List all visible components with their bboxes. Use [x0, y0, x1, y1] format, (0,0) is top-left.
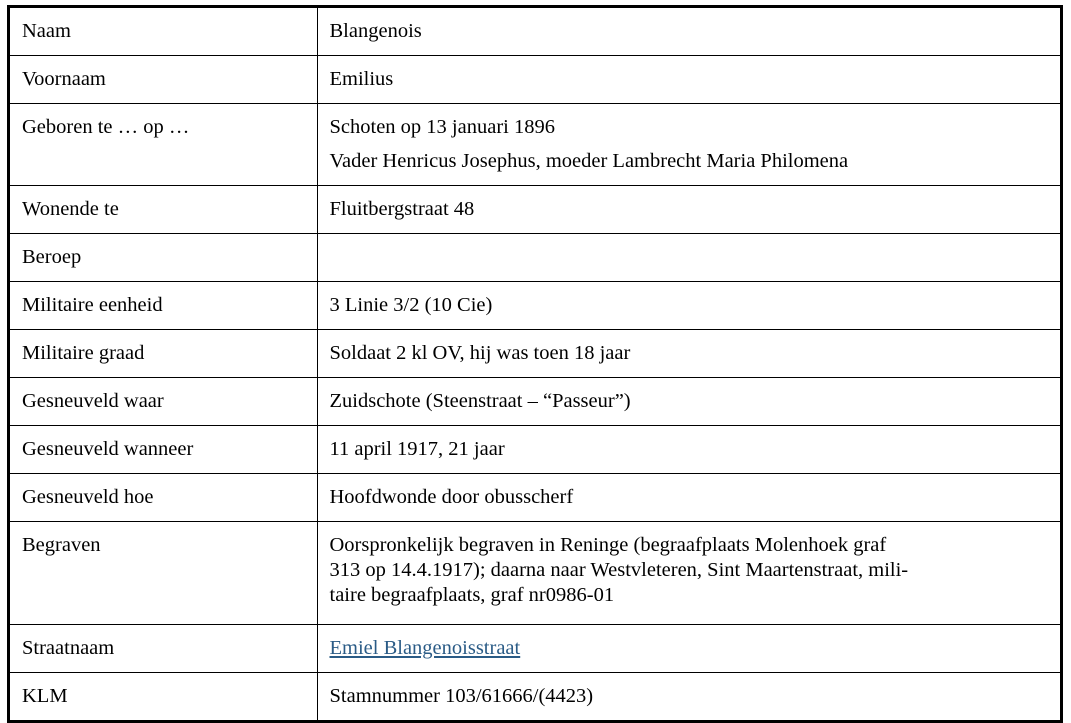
row-wanneer: [10, 426, 1060, 474]
soldier-record-table: [10, 8, 1060, 720]
value-geboren-place-date: Schoten op 13 januari 1896: [329, 116, 555, 138]
label-klm: KLM: [10, 673, 317, 721]
label-wonende: Wonende te: [10, 186, 317, 234]
label-naam: Naam: [10, 8, 317, 56]
value-graad: Soldaat 2 kl OV, hij was toen 18 jaar: [317, 330, 1060, 378]
label-begraven: Begraven: [10, 522, 317, 625]
value-eenheid: 3 Linie 3/2 (10 Cie): [317, 282, 1060, 330]
value-begraven-line-3: taire begraafplaats, graf nr0986-01: [329, 584, 615, 606]
row-voornaam: [10, 56, 1060, 104]
label-voornaam: Voornaam: [10, 56, 317, 104]
street-name-link[interactable]: Emiel Blangenoisstraat: [329, 637, 521, 659]
label-hoe: Gesneuveld hoe: [10, 474, 317, 522]
value-wanneer: 11 april 1917, 21 jaar: [317, 426, 1060, 474]
value-hoe: Hoofdwonde door obusscherf: [317, 474, 1060, 522]
row-beroep: [10, 234, 1060, 282]
value-beroep: [317, 234, 1060, 282]
row-graad: [10, 330, 1060, 378]
row-klm: [10, 673, 1060, 721]
row-straatnaam: [10, 625, 1060, 673]
label-wanneer: Gesneuveld wanneer: [10, 426, 317, 474]
label-waar: Gesneuveld waar: [10, 378, 317, 426]
row-begraven: [10, 522, 1060, 625]
value-begraven: [317, 522, 1060, 625]
label-beroep: Beroep: [10, 234, 317, 282]
value-klm: Stamnummer 103/61666/(4423): [317, 673, 1060, 721]
value-begraven-line-2: 313 op 14.4.1917); daarna naar Westvleteren, Sint Maartenstraat, mili-: [329, 559, 909, 581]
value-wonende: Fluitbergstraat 48: [317, 186, 1060, 234]
row-naam: [10, 8, 1060, 56]
row-hoe: [10, 474, 1060, 522]
row-waar: [10, 378, 1060, 426]
row-geboren: [10, 104, 1060, 186]
row-wonende: [10, 186, 1060, 234]
row-eenheid: [10, 282, 1060, 330]
record-sheet: [7, 5, 1063, 723]
value-naam: Blangenois: [317, 8, 1060, 56]
label-graad: Militaire graad: [10, 330, 317, 378]
value-begraven-line-1: Oorspronkelijk begraven in Reninge (begraafplaats Molenhoek graf: [329, 534, 887, 556]
label-geboren: Geboren te … op …: [10, 104, 317, 186]
value-voornaam: Emilius: [317, 56, 1060, 104]
value-geboren-parents: Vader Henricus Josephus, moeder Lambrecht Maria Philomena: [329, 150, 849, 172]
label-straatnaam: Straatnaam: [10, 625, 317, 673]
label-eenheid: Militaire eenheid: [10, 282, 317, 330]
value-waar: Zuidschote (Steenstraat – “Passeur”): [317, 378, 1060, 426]
value-geboren: [317, 104, 1060, 186]
value-straatnaam: [317, 625, 1060, 673]
